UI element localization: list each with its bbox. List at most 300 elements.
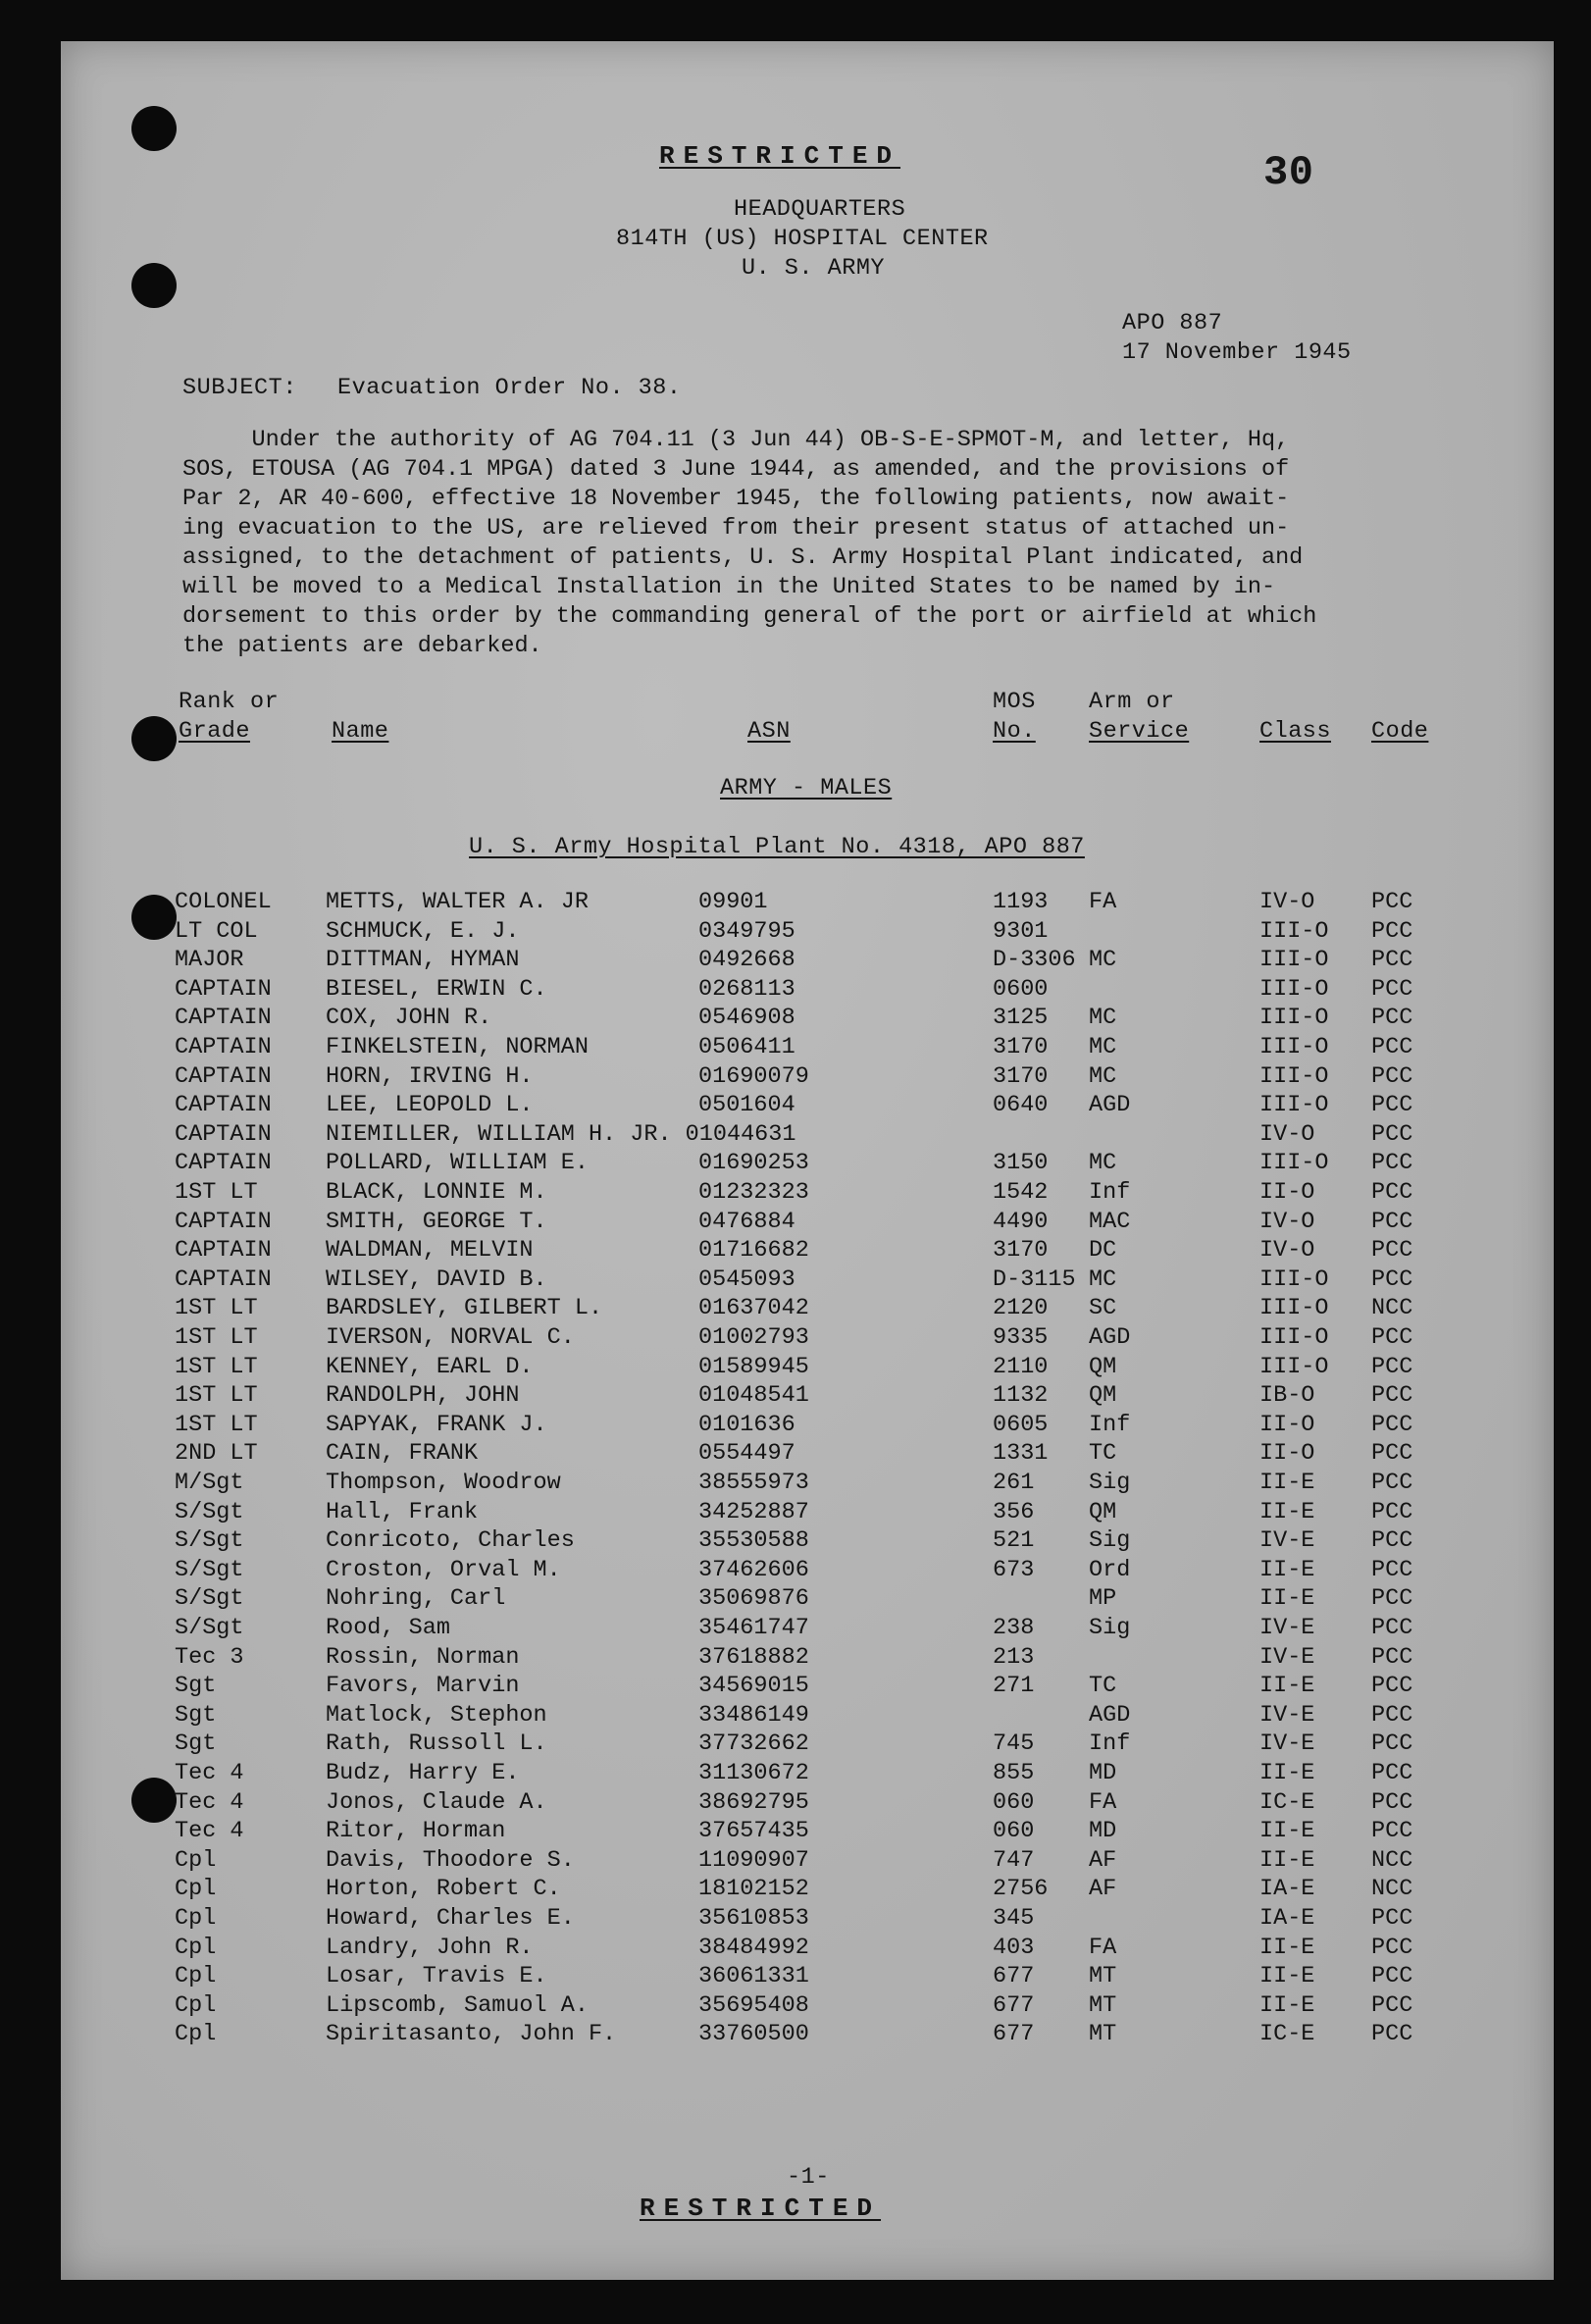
table-row bbox=[61, 1760, 1554, 1788]
cell-name: POLLARD, WILLIAM E. bbox=[326, 1150, 589, 1177]
cell-asn: 0545093 bbox=[698, 1265, 796, 1293]
cell-mos: 1331 bbox=[993, 1440, 1049, 1468]
cell-class: IV-E bbox=[1259, 1615, 1315, 1641]
cell-name: NIEMILLER, WILLIAM H. JR. 01044631 bbox=[326, 1120, 796, 1148]
cell-rank: Cpl bbox=[175, 1991, 217, 2019]
table-row bbox=[61, 1150, 1554, 1178]
cell-code: PCC bbox=[1371, 1324, 1413, 1351]
cell-rank: 1ST LT bbox=[175, 1324, 258, 1351]
cell-asn: 11090907 bbox=[698, 1846, 809, 1874]
cell-code: PCC bbox=[1371, 1963, 1413, 1990]
cell-mos: 855 bbox=[993, 1760, 1035, 1786]
cell-name: Rossin, Norman bbox=[326, 1643, 520, 1671]
cell-mos: 060 bbox=[993, 1818, 1035, 1845]
cell-class: III-O bbox=[1259, 1005, 1329, 1032]
cell-arm: Sig bbox=[1089, 1470, 1131, 1496]
cell-mos: 2110 bbox=[993, 1353, 1049, 1380]
table-row bbox=[61, 1092, 1554, 1120]
cell-code: PCC bbox=[1371, 917, 1413, 945]
table-row bbox=[61, 1005, 1554, 1033]
cell-class: III-O bbox=[1259, 1062, 1329, 1090]
cell-rank: CAPTAIN bbox=[175, 1092, 272, 1119]
header-line-3: U. S. ARMY bbox=[742, 255, 886, 282]
cell-name: Matlock, Stephon bbox=[326, 1701, 547, 1729]
cell-arm: TC bbox=[1089, 1440, 1117, 1468]
cell-rank: 1ST LT bbox=[175, 1179, 258, 1206]
cell-mos: 3170 bbox=[993, 1237, 1049, 1265]
cell-code: PCC bbox=[1371, 1788, 1413, 1816]
cell-code: PCC bbox=[1371, 1730, 1413, 1758]
cell-class: IC-E bbox=[1259, 2021, 1315, 2048]
cell-code: PCC bbox=[1371, 1005, 1413, 1032]
cell-name: SAPYAK, FRANK J. bbox=[326, 1411, 547, 1438]
cell-rank: 1ST LT bbox=[175, 1353, 258, 1380]
cell-rank: Cpl bbox=[175, 2021, 217, 2048]
cell-mos: 271 bbox=[993, 1673, 1035, 1700]
cell-rank: Tec 4 bbox=[175, 1788, 244, 1816]
cell-asn: 34252887 bbox=[698, 1498, 809, 1525]
cell-class: III-O bbox=[1259, 975, 1329, 1003]
cell-code: PCC bbox=[1371, 1498, 1413, 1525]
cell-mos: 677 bbox=[993, 2021, 1035, 2048]
header-line-1: HEADQUARTERS bbox=[734, 196, 906, 223]
paragraph-line: Par 2, AR 40-600, effective 18 November 1945, the following patients, now await- bbox=[182, 486, 1290, 512]
cell-code: PCC bbox=[1371, 1440, 1413, 1468]
cell-asn: 35069876 bbox=[698, 1585, 809, 1613]
cell-asn: 35695408 bbox=[698, 1991, 809, 2019]
cell-rank: 2ND LT bbox=[175, 1440, 258, 1468]
paragraph-line: SOS, ETOUSA (AG 704.1 MPGA) dated 3 June 1944, as amended, and the provisions of bbox=[182, 456, 1290, 483]
cell-arm: Ord bbox=[1089, 1556, 1131, 1583]
cell-mos: 9335 bbox=[993, 1324, 1049, 1351]
cell-name: Nohring, Carl bbox=[326, 1585, 506, 1613]
table-row bbox=[61, 889, 1554, 917]
cell-arm: QM bbox=[1089, 1353, 1117, 1380]
cell-arm: QM bbox=[1089, 1498, 1117, 1525]
cell-name: COX, JOHN R. bbox=[326, 1005, 492, 1032]
cell-mos: 213 bbox=[993, 1643, 1035, 1671]
cell-arm: MD bbox=[1089, 1760, 1117, 1786]
cell-arm: Sig bbox=[1089, 1527, 1131, 1555]
cell-code: PCC bbox=[1371, 1701, 1413, 1729]
cell-asn: 38555973 bbox=[698, 1470, 809, 1496]
cell-code: PCC bbox=[1371, 1150, 1413, 1177]
cell-arm: MC bbox=[1089, 1062, 1117, 1090]
cell-class: IV-E bbox=[1259, 1643, 1315, 1671]
cell-code: PCC bbox=[1371, 1265, 1413, 1293]
cell-asn: 0554497 bbox=[698, 1440, 796, 1468]
cell-code: PCC bbox=[1371, 1179, 1413, 1206]
table-row bbox=[61, 1063, 1554, 1092]
cell-asn: 31130672 bbox=[698, 1760, 809, 1786]
cell-class: IB-O bbox=[1259, 1382, 1315, 1410]
table-row bbox=[61, 1034, 1554, 1062]
section-title: ARMY - MALES bbox=[720, 775, 893, 801]
cell-rank: LT COL bbox=[175, 917, 258, 945]
cell-arm: MAC bbox=[1089, 1208, 1131, 1235]
table-row bbox=[61, 1324, 1554, 1353]
cell-code: PCC bbox=[1371, 1818, 1413, 1845]
cell-name: RANDOLPH, JOHN bbox=[326, 1382, 520, 1410]
col-mos-top: MOS bbox=[993, 689, 1036, 715]
cell-code: PCC bbox=[1371, 1034, 1413, 1060]
cell-class: IV-O bbox=[1259, 1237, 1315, 1265]
subject-text: Evacuation Order No. 38. bbox=[337, 375, 682, 401]
cell-asn: 09901 bbox=[698, 889, 768, 915]
cell-mos: 1193 bbox=[993, 889, 1049, 915]
cell-asn: 01637042 bbox=[698, 1295, 809, 1322]
cell-code: PCC bbox=[1371, 1120, 1413, 1148]
cell-asn: 01716682 bbox=[698, 1237, 809, 1265]
cell-name: DITTMAN, HYMAN bbox=[326, 947, 520, 974]
cell-name: Rath, Russoll L. bbox=[326, 1730, 547, 1758]
cell-name: Jonos, Claude A. bbox=[326, 1788, 547, 1816]
cell-rank: CAPTAIN bbox=[175, 1208, 272, 1235]
cell-code: PCC bbox=[1371, 1991, 1413, 2019]
cell-code: PCC bbox=[1371, 1556, 1413, 1583]
paragraph-line: ing evacuation to the US, are relieved from their present status of attached un- bbox=[182, 515, 1290, 542]
col-arm-bottom: Service bbox=[1089, 718, 1190, 745]
cell-code: PCC bbox=[1371, 1411, 1413, 1438]
cell-mos: 4490 bbox=[993, 1208, 1049, 1235]
table-row bbox=[61, 1644, 1554, 1673]
cell-asn: 0546908 bbox=[698, 1005, 796, 1032]
footer-page-number: -1- bbox=[787, 2164, 830, 2191]
cell-arm: QM bbox=[1089, 1382, 1117, 1410]
cell-rank: Cpl bbox=[175, 1963, 217, 1990]
table-row bbox=[61, 1905, 1554, 1934]
cell-asn: 0268113 bbox=[698, 975, 796, 1003]
cell-asn: 38484992 bbox=[698, 1934, 809, 1961]
table-row bbox=[61, 1470, 1554, 1498]
cell-asn: 38692795 bbox=[698, 1788, 809, 1816]
paragraph-line: the patients are debarked. bbox=[182, 633, 542, 659]
table-row bbox=[61, 1818, 1554, 1846]
table-row bbox=[61, 1730, 1554, 1759]
cell-name: Howard, Charles E. bbox=[326, 1905, 575, 1932]
paragraph-line: will be moved to a Medical Installation in the United States to be named by in- bbox=[182, 574, 1276, 600]
cell-rank: Tec 4 bbox=[175, 1818, 244, 1845]
cell-arm: AGD bbox=[1089, 1324, 1131, 1351]
table-row bbox=[61, 2021, 1554, 2049]
cell-class: III-O bbox=[1259, 1034, 1329, 1060]
cell-asn: 36061331 bbox=[698, 1963, 809, 1990]
cell-rank: CAPTAIN bbox=[175, 1034, 272, 1060]
cell-arm: Inf bbox=[1089, 1730, 1131, 1758]
cell-name: IVERSON, NORVAL C. bbox=[326, 1324, 575, 1351]
cell-code: PCC bbox=[1371, 1237, 1413, 1265]
cell-asn: 01589945 bbox=[698, 1353, 809, 1380]
col-mos-bottom: No. bbox=[993, 718, 1036, 745]
cell-name: Lipscomb, Samuol A. bbox=[326, 1991, 589, 2019]
cell-rank: CAPTAIN bbox=[175, 1062, 272, 1090]
cell-code: PCC bbox=[1371, 1934, 1413, 1961]
cell-code: PCC bbox=[1371, 975, 1413, 1003]
cell-arm: Inf bbox=[1089, 1179, 1131, 1206]
cell-class: II-E bbox=[1259, 1673, 1315, 1700]
cell-mos: 060 bbox=[993, 1788, 1035, 1816]
cell-asn: 33486149 bbox=[698, 1701, 809, 1729]
cell-class: II-E bbox=[1259, 1470, 1315, 1496]
cell-arm: MC bbox=[1089, 1005, 1117, 1032]
table-row bbox=[61, 1237, 1554, 1265]
cell-arm: MP bbox=[1089, 1585, 1117, 1613]
cell-name: Losar, Travis E. bbox=[326, 1963, 547, 1990]
cell-class: IV-O bbox=[1259, 1208, 1315, 1235]
table-row bbox=[61, 1876, 1554, 1904]
cell-name: Rood, Sam bbox=[326, 1615, 450, 1641]
cell-name: Favors, Marvin bbox=[326, 1673, 520, 1700]
cell-asn: 0506411 bbox=[698, 1034, 796, 1060]
cell-mos: 745 bbox=[993, 1730, 1035, 1758]
cell-asn: 01232323 bbox=[698, 1179, 809, 1206]
col-rank-top: Rank or bbox=[179, 689, 280, 715]
cell-mos: 677 bbox=[993, 1991, 1035, 2019]
cell-name: SMITH, GEORGE T. bbox=[326, 1208, 547, 1235]
cell-asn: 01002793 bbox=[698, 1324, 809, 1351]
cell-class: III-O bbox=[1259, 1265, 1329, 1293]
cell-arm: MT bbox=[1089, 1991, 1117, 2019]
cell-arm: TC bbox=[1089, 1673, 1117, 1700]
cell-class: IV-O bbox=[1259, 1120, 1315, 1148]
cell-asn: 37732662 bbox=[698, 1730, 809, 1758]
cell-asn: 01048541 bbox=[698, 1382, 809, 1410]
cell-rank: MAJOR bbox=[175, 947, 244, 974]
cell-class: II-E bbox=[1259, 1991, 1315, 2019]
cell-arm: AF bbox=[1089, 1846, 1117, 1874]
table-row bbox=[61, 1935, 1554, 1963]
cell-class: III-O bbox=[1259, 1092, 1329, 1119]
cell-rank: CAPTAIN bbox=[175, 1005, 272, 1032]
cell-class: II-E bbox=[1259, 1556, 1315, 1583]
cell-name: HORN, IRVING H. bbox=[326, 1062, 534, 1090]
cell-asn: 35461747 bbox=[698, 1615, 809, 1641]
authority-paragraph bbox=[182, 426, 1575, 661]
col-asn: ASN bbox=[747, 718, 791, 745]
table-row bbox=[61, 1209, 1554, 1237]
cell-mos: 3150 bbox=[993, 1150, 1049, 1177]
cell-name: Budz, Harry E. bbox=[326, 1760, 520, 1786]
cell-name: WALDMAN, MELVIN bbox=[326, 1237, 534, 1265]
cell-class: II-O bbox=[1259, 1179, 1315, 1206]
table-row bbox=[61, 1382, 1554, 1411]
paragraph-line: assigned, to the detachment of patients, U. S. Army Hospital Plant indicated, and bbox=[182, 544, 1304, 571]
cell-name: Spiritasanto, John F. bbox=[326, 2021, 617, 2048]
cell-rank: CAPTAIN bbox=[175, 1265, 272, 1293]
cell-mos: 3170 bbox=[993, 1034, 1049, 1060]
cell-arm: FA bbox=[1089, 1788, 1117, 1816]
cell-code: PCC bbox=[1371, 1208, 1413, 1235]
cell-class: II-O bbox=[1259, 1411, 1315, 1438]
table-row bbox=[61, 1527, 1554, 1556]
table-row bbox=[61, 1615, 1554, 1643]
cell-name: SCHMUCK, E. J. bbox=[326, 917, 520, 945]
cell-mos: 9301 bbox=[993, 917, 1049, 945]
punch-hole bbox=[131, 716, 177, 761]
cell-arm: FA bbox=[1089, 889, 1117, 915]
cell-rank: 1ST LT bbox=[175, 1295, 258, 1322]
cell-rank: 1ST LT bbox=[175, 1411, 258, 1438]
punch-hole bbox=[131, 263, 177, 308]
cell-asn: 0492668 bbox=[698, 947, 796, 974]
cell-rank: COLONEL bbox=[175, 889, 272, 915]
cell-code: PCC bbox=[1371, 889, 1413, 915]
cell-rank: S/Sgt bbox=[175, 1615, 244, 1641]
table-row bbox=[61, 1557, 1554, 1585]
table-row bbox=[61, 1992, 1554, 2021]
cell-mos: 238 bbox=[993, 1615, 1035, 1641]
subject-label: SUBJECT: bbox=[182, 375, 297, 401]
table-row bbox=[61, 1121, 1554, 1150]
cell-code: NCC bbox=[1371, 1295, 1413, 1322]
cell-arm: MC bbox=[1089, 1265, 1117, 1293]
table-row bbox=[61, 1412, 1554, 1440]
col-class: Class bbox=[1259, 718, 1332, 745]
cell-code: PCC bbox=[1371, 1760, 1413, 1786]
document-date: 17 November 1945 bbox=[1122, 339, 1352, 366]
cell-arm: DC bbox=[1089, 1237, 1117, 1265]
cell-mos: 356 bbox=[993, 1498, 1035, 1525]
cell-class: IV-E bbox=[1259, 1527, 1315, 1555]
cell-name: Ritor, Horman bbox=[326, 1818, 506, 1845]
cell-rank: S/Sgt bbox=[175, 1527, 244, 1555]
cell-name: Thompson, Woodrow bbox=[326, 1470, 561, 1496]
cell-code: PCC bbox=[1371, 2021, 1413, 2048]
col-code: Code bbox=[1371, 718, 1429, 745]
table-row bbox=[61, 1179, 1554, 1208]
cell-asn: 0476884 bbox=[698, 1208, 796, 1235]
cell-mos: 261 bbox=[993, 1470, 1035, 1496]
punch-hole bbox=[131, 106, 177, 151]
table-row bbox=[61, 1963, 1554, 1991]
cell-class: IV-O bbox=[1259, 889, 1315, 915]
table-row bbox=[61, 1789, 1554, 1818]
cell-rank: S/Sgt bbox=[175, 1585, 244, 1613]
col-arm-top: Arm or bbox=[1089, 689, 1175, 715]
cell-arm: MC bbox=[1089, 947, 1117, 974]
cell-arm: MD bbox=[1089, 1818, 1117, 1845]
cell-class: II-E bbox=[1259, 1846, 1315, 1874]
cell-rank: Sgt bbox=[175, 1730, 217, 1758]
cell-class: III-O bbox=[1259, 1324, 1329, 1351]
cell-class: II-E bbox=[1259, 1498, 1315, 1525]
cell-arm: AGD bbox=[1089, 1701, 1131, 1729]
cell-arm: MT bbox=[1089, 2021, 1117, 2048]
cell-name: Davis, Thoodore S. bbox=[326, 1846, 575, 1874]
cell-name: BLACK, LONNIE M. bbox=[326, 1179, 547, 1206]
cell-asn: 0349795 bbox=[698, 917, 796, 945]
cell-arm: Sig bbox=[1089, 1615, 1131, 1641]
cell-class: III-O bbox=[1259, 917, 1329, 945]
cell-asn: 01690079 bbox=[698, 1062, 809, 1090]
cell-rank: CAPTAIN bbox=[175, 975, 272, 1003]
cell-mos: D-3115 bbox=[993, 1265, 1076, 1293]
cell-code: PCC bbox=[1371, 1905, 1413, 1932]
cell-class: IA-E bbox=[1259, 1876, 1315, 1903]
cell-code: PCC bbox=[1371, 1092, 1413, 1119]
cell-arm: Inf bbox=[1089, 1411, 1131, 1438]
table-row bbox=[61, 1673, 1554, 1701]
cell-name: Landry, John R. bbox=[326, 1934, 534, 1961]
cell-arm: FA bbox=[1089, 1934, 1117, 1961]
cell-code: PCC bbox=[1371, 1643, 1413, 1671]
cell-arm: MT bbox=[1089, 1963, 1117, 1990]
cell-asn: 35610853 bbox=[698, 1905, 809, 1932]
table-row bbox=[61, 1847, 1554, 1876]
cell-rank: Cpl bbox=[175, 1905, 217, 1932]
cell-code: PCC bbox=[1371, 1062, 1413, 1090]
cell-mos: 1542 bbox=[993, 1179, 1049, 1206]
table-row bbox=[61, 1295, 1554, 1323]
header-line-2: 814TH (US) HOSPITAL CENTER bbox=[616, 226, 989, 252]
cell-arm: MC bbox=[1089, 1034, 1117, 1060]
cell-arm: SC bbox=[1089, 1295, 1117, 1322]
cell-asn: 33760500 bbox=[698, 2021, 809, 2048]
cell-asn: 37462606 bbox=[698, 1556, 809, 1583]
cell-code: PCC bbox=[1371, 1673, 1413, 1700]
cell-code: NCC bbox=[1371, 1846, 1413, 1874]
cell-class: IA-E bbox=[1259, 1905, 1315, 1932]
plant-title: U. S. Army Hospital Plant No. 4318, APO 887 bbox=[469, 834, 1085, 860]
cell-code: PCC bbox=[1371, 947, 1413, 974]
cell-rank: 1ST LT bbox=[175, 1382, 258, 1410]
cell-mos: 673 bbox=[993, 1556, 1035, 1583]
cell-class: III-O bbox=[1259, 1295, 1329, 1322]
cell-name: BIESEL, ERWIN C. bbox=[326, 975, 547, 1003]
cell-rank: CAPTAIN bbox=[175, 1120, 272, 1148]
cell-code: PCC bbox=[1371, 1353, 1413, 1380]
cell-mos: 0640 bbox=[993, 1092, 1049, 1119]
cell-mos: 521 bbox=[993, 1527, 1035, 1555]
cell-asn: 18102152 bbox=[698, 1876, 809, 1903]
cell-rank: CAPTAIN bbox=[175, 1150, 272, 1177]
cell-asn: 35530588 bbox=[698, 1527, 809, 1555]
cell-asn: 0101636 bbox=[698, 1411, 796, 1438]
apo-number: APO 887 bbox=[1122, 310, 1223, 336]
cell-mos: 345 bbox=[993, 1905, 1035, 1932]
cell-class: II-E bbox=[1259, 1963, 1315, 1990]
cell-rank: Sgt bbox=[175, 1701, 217, 1729]
col-rank-bottom: Grade bbox=[179, 718, 251, 745]
cell-class: III-O bbox=[1259, 947, 1329, 974]
cell-asn: 37657435 bbox=[698, 1818, 809, 1845]
cell-mos: 747 bbox=[993, 1846, 1035, 1874]
page-mark: 30 bbox=[1263, 149, 1314, 196]
cell-mos: 403 bbox=[993, 1934, 1035, 1961]
table-row bbox=[61, 976, 1554, 1005]
cell-class: IV-E bbox=[1259, 1730, 1315, 1758]
cell-rank: S/Sgt bbox=[175, 1498, 244, 1525]
cell-code: PCC bbox=[1371, 1615, 1413, 1641]
cell-mos: 0605 bbox=[993, 1411, 1049, 1438]
cell-arm: MC bbox=[1089, 1150, 1117, 1177]
cell-asn: 34569015 bbox=[698, 1673, 809, 1700]
cell-code: NCC bbox=[1371, 1876, 1413, 1903]
table-row bbox=[61, 1266, 1554, 1295]
cell-asn: 0501604 bbox=[698, 1092, 796, 1119]
cell-name: CAIN, FRANK bbox=[326, 1440, 479, 1468]
cell-mos: 677 bbox=[993, 1963, 1035, 1990]
table-row bbox=[61, 1354, 1554, 1382]
cell-mos: D-3306 bbox=[993, 947, 1076, 974]
cell-rank: Cpl bbox=[175, 1934, 217, 1961]
cell-rank: S/Sgt bbox=[175, 1556, 244, 1583]
document-page bbox=[61, 41, 1554, 2280]
cell-name: WILSEY, DAVID B. bbox=[326, 1265, 547, 1293]
cell-class: IC-E bbox=[1259, 1788, 1315, 1816]
cell-rank: CAPTAIN bbox=[175, 1237, 272, 1265]
cell-name: Croston, Orval M. bbox=[326, 1556, 561, 1583]
